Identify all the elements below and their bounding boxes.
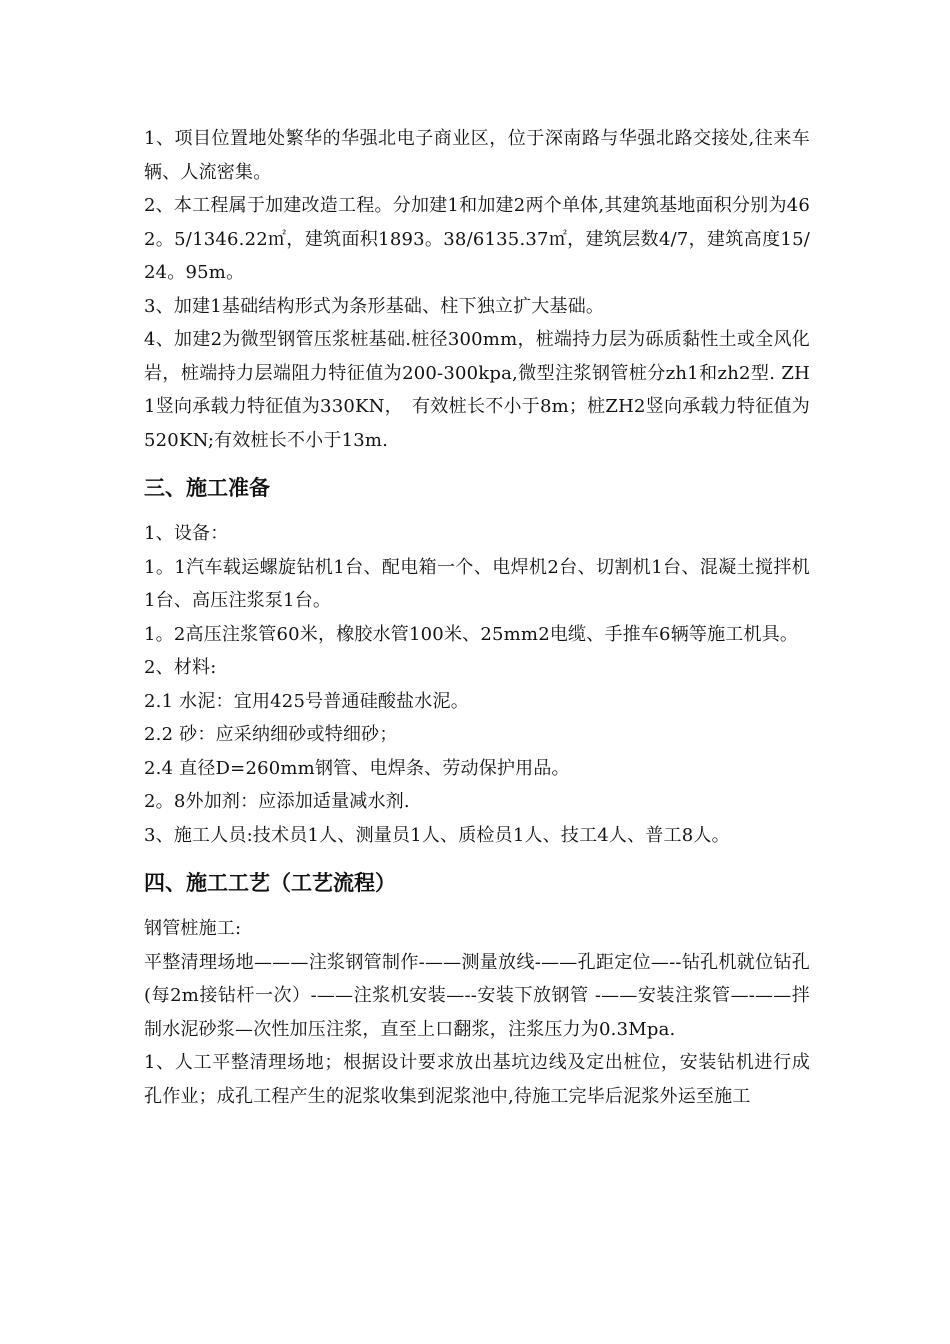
- paragraph-project-location: 1、项目位置地处繁华的华强北电子商业区，位于深南路与华强北路交接处,往来车辆、人流密集。: [144, 128, 810, 183]
- paragraph-material-steel-pipe: 2.4 直径D=260mm钢管、电焊条、劳动保护用品。: [144, 757, 570, 779]
- paragraph-equipment-1-2: 1。2高压注浆管60米，橡胶水管100米、25mm2电缆、手推车6辆等施工机具。: [144, 623, 799, 645]
- project-overview-section: [144, 122, 810, 457]
- paragraph-equipment-1-1: 1。1汽车载运螺旋钻机1台、配电箱一个、电焊机2台、切割机1台、混凝土搅拌机1台、高压注浆泵1台。: [144, 556, 810, 611]
- paragraph-equipment-title: 1、设备：: [144, 523, 229, 544]
- paragraph-foundation-type-1: 3、加建1基础结构形式为条形基础、柱下独立扩大基础。: [144, 295, 605, 317]
- paragraph-project-scope: 2、本工程属于加建改造工程。分加建1和加建2两个单体,其建筑基地面积分别为462。5/1346.22㎡，建筑面积1893。38/6135.37㎡，建筑层数4/7，建筑高度15/24。95m。: [144, 195, 810, 283]
- heading-construction-process: 四、施工工艺（工艺流程）: [144, 871, 396, 895]
- paragraph-material-admixture: 2。8外加剂：应添加适量减水剂.: [144, 791, 410, 812]
- paragraph-foundation-type-2: 4、加建2为微型钢管压浆桩基础.桩径300mm，桩端持力层为砾质黏性土或全风化岩，桩端持力层端阻力特征值为200-300kpa,微型注浆钢管桩分zh1和zh2型. ZH1竖向承载力特征值为330KN， 有效桩长不小于8m；桩ZH2竖向承载力特征值为520KN;有效桩长不小于13m.: [144, 329, 810, 451]
- paragraph-personnel: 3、施工人员:技术员1人、测量员1人、质检员1人、技工4人、普工8人。: [144, 824, 730, 846]
- paragraph-process-flow: 平整清理场地———注浆钢管制作-——测量放线-——孔距定位—--钻孔机就位钻孔(每2m接钻杆一次）-——注浆机安装—--安装下放钢管 -——安装注浆管—-——拌制水泥砂浆—次性加压注浆，直至上口翻浆，注浆压力为0.3Mpa.: [144, 951, 810, 1040]
- construction-preparation-section: [144, 517, 810, 852]
- construction-process-section: [144, 912, 810, 1113]
- paragraph-material-sand: 2.2 砂：应采纳细砂或特细砂；: [144, 724, 398, 745]
- paragraph-material-cement: 2.1 水泥：宜用425号普通硅酸盐水泥。: [144, 690, 469, 712]
- heading-construction-preparation: 三、施工准备: [144, 476, 270, 500]
- document-body: [144, 122, 810, 1113]
- paragraph-site-clearing: 1、人工平整清理场地；根据设计要求放出基坑边线及定出桩位，安装钻机进行成孔作业；成孔工程产生的泥浆收集到泥浆池中,待施工完毕后泥浆外运至施工: [144, 1052, 810, 1107]
- paragraph-steel-pipe-pile-title: 钢管桩施工:: [144, 918, 242, 939]
- paragraph-materials-title: 2、材料:: [144, 657, 217, 678]
